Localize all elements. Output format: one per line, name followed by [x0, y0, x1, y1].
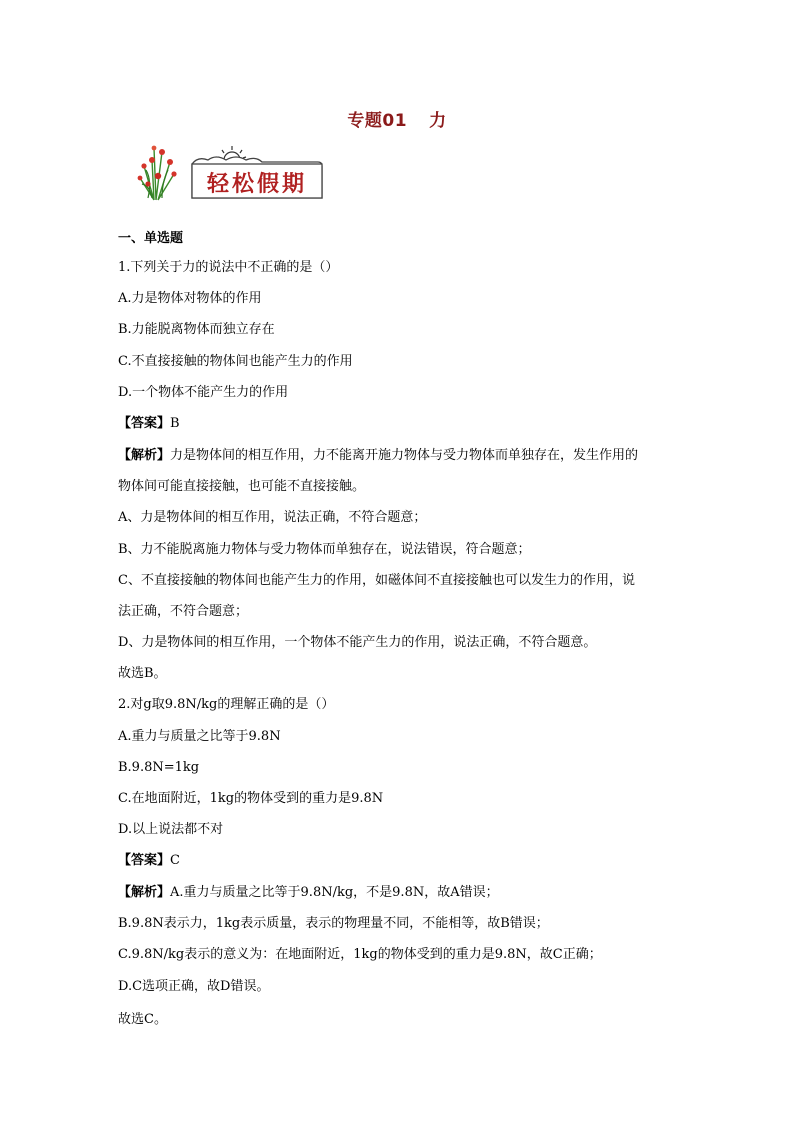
question-1-answer — [118, 416, 180, 432]
analysis-tag: 【解析】 — [118, 885, 171, 900]
title-sub: 力 — [429, 111, 447, 131]
analysis-tag: 【解析】 — [118, 448, 171, 463]
answer-tag: 【答案】 — [118, 416, 171, 431]
analysis-detail: C.9.8N/kg表示的意义为：在地面附近，1kg的物体受到的重力是9.8N，故C正确； — [118, 947, 602, 962]
analysis-detail: B、力不能脱离施力物体与受力物体而单独存在，说法错误，符合题意； — [118, 542, 531, 557]
question-1-option-a: A.力是物体对物体的作用 — [118, 291, 262, 306]
section-heading: 一、单选题 — [118, 231, 184, 246]
question-2-stem: 2.对g取9.8N/kg的理解正确的是（） — [118, 697, 335, 712]
page-title — [0, 106, 794, 131]
analysis-text: 物体间可能直接接触，也可能不直接接触。 — [118, 479, 366, 494]
question-2-option-d: D.以上说法都不对 — [118, 822, 224, 837]
question-2-answer — [118, 853, 180, 869]
title-main: 专题01 — [347, 111, 408, 131]
analysis-detail: 法正确，不符合题意； — [118, 604, 249, 619]
question-2-option-a: A.重力与质量之比等于9.8N — [118, 729, 281, 744]
question-2-option-c: C.在地面附近，1kg的物体受到的重力是9.8N — [118, 791, 384, 806]
analysis-detail: D、力是物体间的相互作用，一个物体不能产生力的作用，说法正确，不符合题意。 — [118, 635, 597, 650]
question-2-analysis — [118, 885, 499, 901]
analysis-detail: D.C选项正确，故D错误。 — [118, 979, 270, 994]
analysis-detail: C、不直接接触的物体间也能产生力的作用，如磁体间不直接接触也可以发生力的作用，说 — [118, 573, 635, 588]
analysis-text: 力是物体间的相互作用，力不能离开施力物体与受力物体而单独存在，发生作用的 — [170, 448, 639, 463]
analysis-detail: A、力是物体间的相互作用，说法正确，不符合题意； — [118, 510, 427, 525]
holiday-banner-logo — [132, 140, 324, 202]
question-2-option-b: B.9.8N=1kg — [118, 760, 200, 775]
analysis-text: A.重力与质量之比等于9.8N/kg，不是9.8N，故A错误； — [170, 885, 499, 900]
question-1-option-b: B.力能脱离物体而独立存在 — [118, 322, 275, 337]
banner-text: 轻松假期 — [206, 172, 308, 197]
question-1-stem: 1.下列关于力的说法中不正确的是（） — [118, 260, 339, 275]
analysis-conclusion: 故选B。 — [118, 666, 167, 681]
answer-tag: 【答案】 — [118, 853, 171, 868]
question-1-option-d: D.一个物体不能产生力的作用 — [118, 385, 289, 400]
answer-value: B — [170, 416, 180, 431]
question-1-option-c: C.不直接接触的物体间也能产生力的作用 — [118, 354, 353, 369]
analysis-detail: B.9.8N表示力，1kg表示质量，表示的物理量不同，不能相等，故B错误； — [118, 916, 549, 931]
flower-icon — [138, 146, 177, 200]
question-1-analysis — [118, 448, 638, 464]
analysis-conclusion: 故选C。 — [118, 1012, 167, 1027]
answer-value: C — [170, 853, 180, 868]
